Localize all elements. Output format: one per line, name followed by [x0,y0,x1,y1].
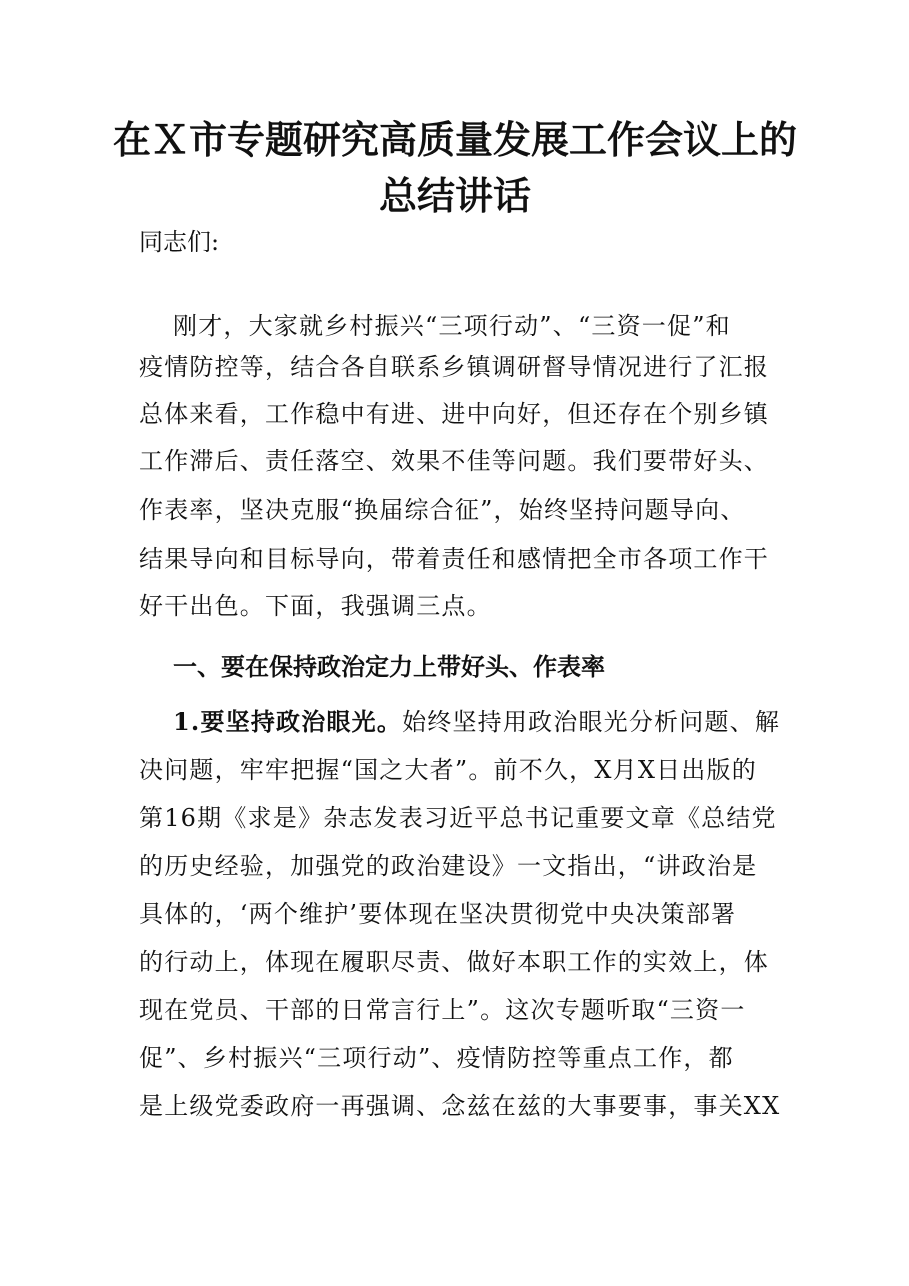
point1-line-8: 促”、乡村振兴“三项行动”、疫情防控等重点工作，都 [139,1044,734,1072]
title-line-1: 在Ｘ市专题研究高质量发展工作会议上的 [112,117,797,162]
salutation: 同志们: [139,228,220,256]
point1-line-9: 是上级党委政府一再强调、念兹在兹的大事要事，事关XX [139,1092,781,1120]
title-line-2: 总结讲话 [378,173,531,218]
document-title [110,112,800,224]
point1-line-6: 的行动上，体现在履职尽责、做好本职工作的实效上，体 [139,948,769,976]
point1-line-7: 现在党员、干部的日常言行上”。这次专题听取“三资一 [139,996,746,1024]
para1-line-2: 疫情防控等，结合各自联系乡镇调研督导情况进行了汇报 [139,353,769,381]
para1-line-4: 工作滞后、责任落空、效果不佳等问题。我们要带好头、 [139,447,769,475]
para1-line-1: 刚才，大家就乡村振兴“三项行动”、“三资一促”和 [173,312,731,340]
section-heading-1: 一、要在保持政治定力上带好头、作表率 [173,652,605,681]
point1-label: 1.要坚持政治眼光。 [173,707,403,736]
para1-line-6: 结果导向和目标导向，带着责任和感情把全市各项工作干 [139,545,769,573]
para1-line-7: 好干出色。下面，我强调三点。 [139,592,492,620]
para1-line-5: 作表率，坚决克服“换届综合征”，始终坚持问题导向、 [139,496,746,524]
para1-line-3: 总体来看，工作稳中有进、进中向好，但还存在个别乡镇 [139,400,769,428]
point1-line-4: 的历史经验，加强党的政治建设》一文指出，“讲政治是 [139,852,758,880]
point1-line-1 [173,698,780,746]
point1-first-line-text: 始终坚持用政治眼光分析问题、解 [402,708,781,736]
point1-line-2: 决问题，牢牢把握“国之大者”。前不久，X月X日出版的 [139,756,757,784]
point1-line-3: 第16期《求是》杂志发表习近平总书记重要文章《总结党 [139,804,777,832]
point1-line-5: 具体的，‘两个维护’要体现在坚决贯彻党中央决策部署 [139,900,737,928]
